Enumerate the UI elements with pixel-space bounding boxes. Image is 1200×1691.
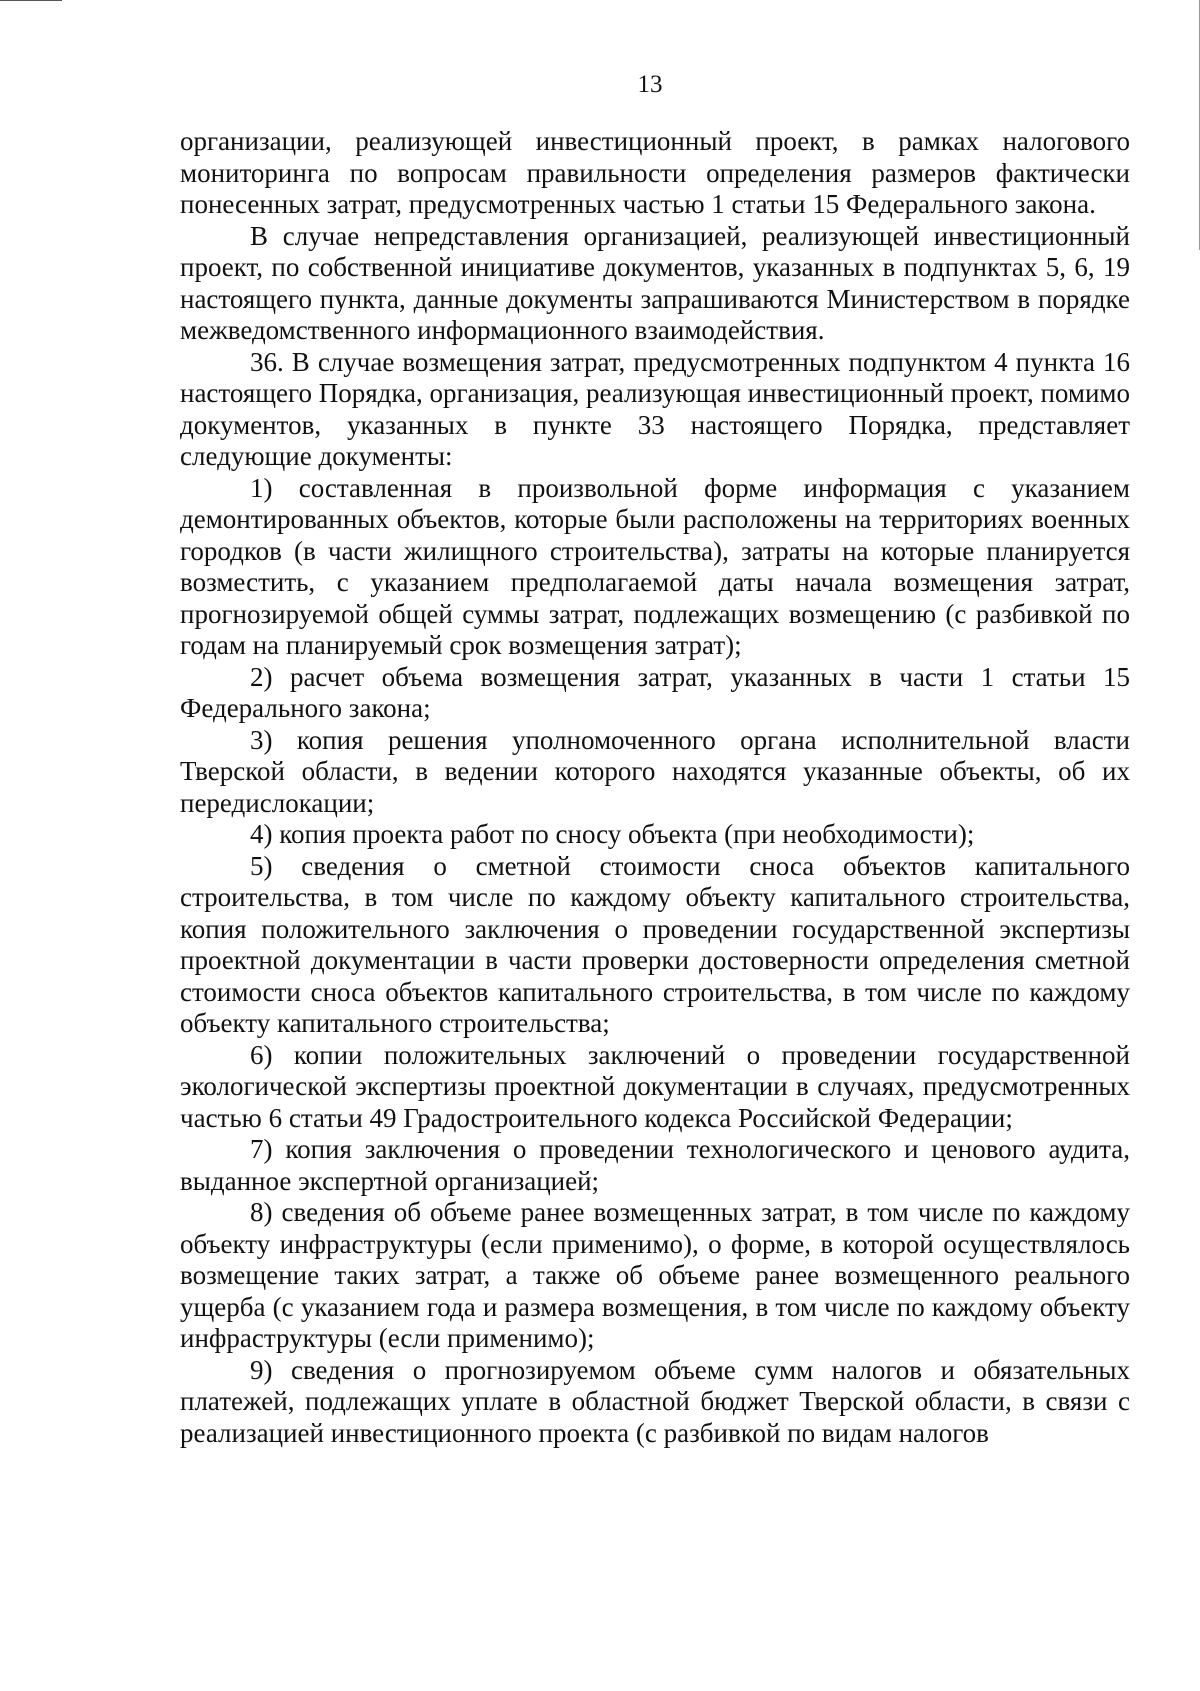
paragraph-continuation: организации, реализующей инвестиционный проект, в рамках налогового мониторинга по вопросам правильности определения размеров фактически понесенных затрат, предусмотренных частью 1 статьи 15 Федерального закона. [180, 126, 1130, 219]
paragraph-nonsubmission: В случае непредставления организацией, реализующей инвестиционный проект, по собственной инициативе документов, указанных в подпунктах 5, 6, 19 настоящего пункта, данные документы запрашиваются Министерством в порядке межведомственного информационного взаимодействия. [180, 220, 1130, 345]
list-item-9: 9) сведения о прогнозируемом объеме сумм налогов и обязательных платежей, подлежащих уплате в областной бюджет Тверской области, в связи с реализацией инвестиционного проекта (с разбивкой по видам налогов [180, 1354, 1130, 1448]
document-body [180, 126, 1130, 1449]
list-item-1: 1) составленная в произвольной форме информация с указанием демонтированных объектов, которые были расположены на территориях военных городков (в части жилищного строительства), затраты на которые планируется возместить, с указанием предполагаемой даты начала возмещения затрат, прогнозируемой общей суммы затрат, подлежащих возмещению (с разбивкой по годам на планируемый срок возмещения затрат); [180, 472, 1130, 660]
list-item-5: 5) сведения о сметной стоимости сноса объектов капитального строительства, в том числе по каждому объекту капитального строительства, копия положительного заключения о проведении государственной экспертизы проектной документации в части проверки достоверности определения сметной стоимости сноса объектов капитального строительства, в том числе по каждому объекту капитального строительства; [180, 850, 1130, 1038]
list-item-2: 2) расчет объема возмещения затрат, указанных в части 1 статьи 15 Федерального закона; [180, 661, 1130, 723]
list-item-6: 6) копии положительных заключений о проведении государственной экологической экспертизы проектной документации в случаях, предусмотренных частью 6 статьи 49 Градостроительного кодекса Российской Федерации; [180, 1039, 1130, 1133]
list-item-4: 4) копия проекта работ по сносу объекта (при необходимости); [250, 819, 975, 849]
list-item-3: 3) копия решения уполномоченного органа исполнительной власти Тверской области, в ведении которого находятся указанные объекты, об их передислокации; [180, 724, 1130, 818]
scan-edge-line-top [0, 0, 62, 1]
paragraph-item-36: 36. В случае возмещения затрат, предусмотренных подпунктом 4 пункта 16 настоящего Порядка, организация, реализующая инвестиционный проект, помимо документов, указанных в пункте 33 настоящего Порядка, представляет следующие документы: [180, 346, 1130, 471]
list-item-8: 8) сведения об объеме ранее возмещенных затрат, в том числе по каждому объекту инфраструктуры (если применимо), о форме, в которой осуществлялось возмещение таких затрат, а также об объеме ранее возмещенного реального ущерба (с указанием года и размера возмещения, в том числе по каждому объекту инфраструктуры (если применимо); [180, 1197, 1130, 1353]
list-item-7: 7) копия заключения о проведении технологического и ценового аудита, выданное экспертной организацией; [180, 1134, 1130, 1196]
page-number: 13 [637, 71, 663, 98]
